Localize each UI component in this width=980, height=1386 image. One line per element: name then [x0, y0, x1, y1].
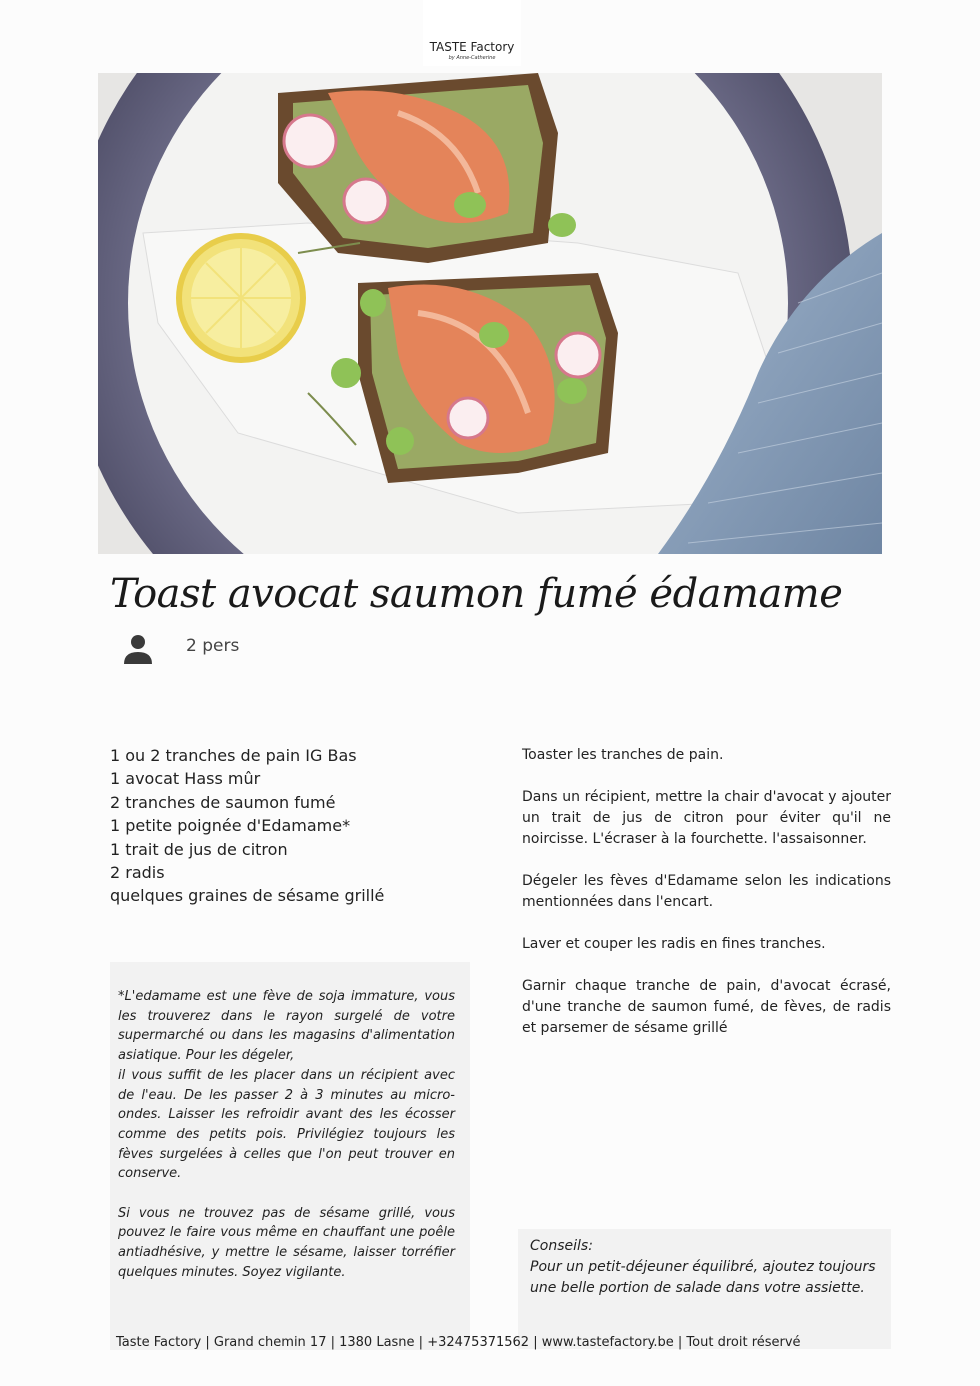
food-photo-icon — [98, 73, 882, 554]
preparation-steps — [522, 745, 891, 1060]
ingredient-list — [110, 744, 384, 908]
step-paragraph: Dans un récipient, mettre la chair d'avocat y ajouter un trait de jus de citron pour éviter qu'il ne noircisse. L'écraser à la fourchette. l'assaisonner. — [522, 789, 891, 847]
step-paragraph: Garnir chaque tranche de pain, d'avocat écrasé, d'une tranche de saumon fumé, de fèves, de radis et parsemer de sésame grillé — [522, 978, 891, 1036]
page-footer: Taste Factory | Grand chemin 17 | 1380 Lasne | +32475371562 | www.tastefactory.be | Tout droit réservé — [116, 1335, 801, 1350]
ingredient-item: 1 ou 2 tranches de pain IG Bas — [110, 746, 357, 765]
tips-body: Pour un petit-déjeuner équilibré, ajoutez toujours une belle portion de salade dans votre assiette. — [530, 1259, 876, 1296]
ingredient-item: 1 petite poignée d'Edamame* — [110, 816, 351, 836]
brand-name: TASTE Factory — [429, 40, 515, 54]
tips-heading: Conseils: — [530, 1238, 593, 1254]
edamame-note — [118, 987, 455, 1283]
hero-photo — [98, 73, 882, 554]
step-paragraph: Toaster les tranches de pain. — [522, 747, 724, 763]
note-paragraph: *L'edamame est une fève de soja immature, vous les trouverez dans le rayon surgelé de votre supermarché ou dans les magasins d'alimentation asiatique. Pour les dégeler, — [118, 989, 455, 1064]
ingredient-item: 1 avocat Hass mûr — [110, 769, 261, 789]
step-paragraph: Laver et couper les radis en fines tranches. — [522, 936, 826, 952]
ingredient-item: 1 trait de jus de citron — [110, 839, 288, 859]
step-paragraph: Dégeler les fèves d'Edamame selon les indications mentionnées dans l'encart. — [522, 873, 891, 910]
note-paragraph: il vous suffit de les placer dans un récipient avec de l'eau. De les passer 2 à 3 minutes au micro-ondes. Laisser les refroidir avant des les écosser comme des petits pois. Privilégiez toujours les fèves surgelées à celles que l'on peut trouver en conserve. — [118, 1067, 455, 1182]
ingredient-item: 2 radis — [110, 863, 165, 883]
servings-count: 2 pers — [186, 636, 240, 656]
ingredient-item: 2 tranches de saumon fumé — [110, 792, 336, 812]
note-paragraph: Si vous ne trouvez pas de sésame grillé, vous pouvez le faire vous même en chauffant une poêle antiadhésive, y mettre le sésame, laisser torréfier quelques minutes. Soyez vigilante. — [118, 1205, 455, 1280]
brand-subtitle: by Anne-Catherine — [448, 55, 496, 61]
person-icon — [122, 633, 154, 665]
tips — [530, 1236, 880, 1299]
ingredient-item: quelques graines de sésame grillé — [110, 886, 385, 906]
recipe-title: Toast avocat saumon fumé édamame — [110, 571, 843, 617]
brand-logo — [423, 0, 521, 66]
